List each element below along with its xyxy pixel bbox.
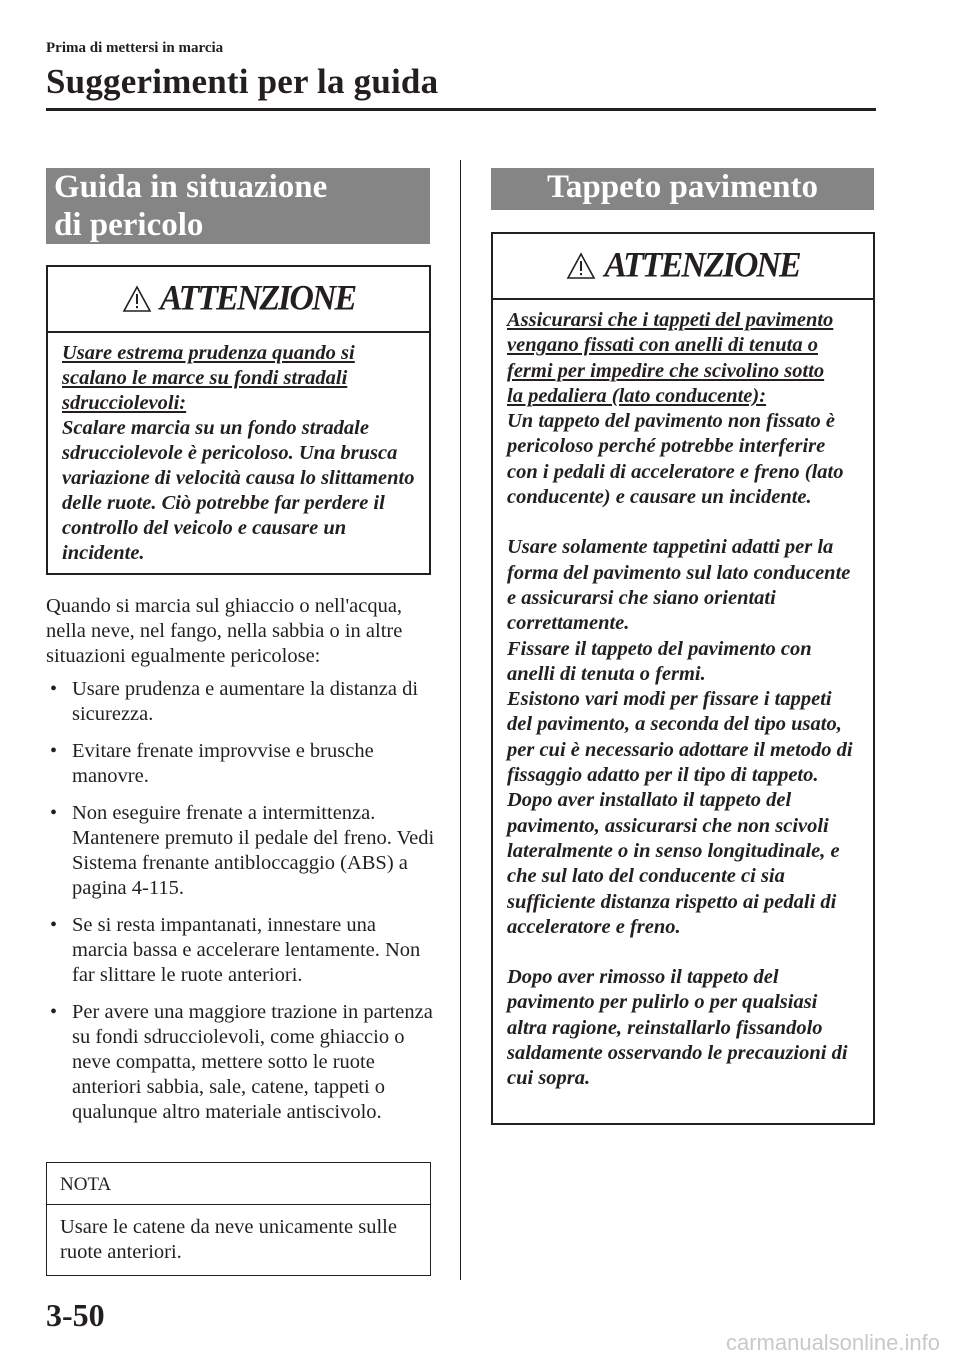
section-title-danger-text: Guida in situazione di pericolo (54, 169, 328, 243)
warning-triangle-icon (566, 252, 596, 280)
warning-body (493, 300, 873, 1092)
paragraph-spacer (507, 510, 859, 535)
warning-header (493, 234, 873, 300)
warning-lead-line: Usare estrema prudenza quando si (62, 342, 355, 364)
warning-lead-line: la pedaliera (lato conducente): (507, 384, 767, 407)
warning-box-floor-mat (491, 232, 875, 1125)
warning-paragraph: Un tappeto del pavimento non fissato è pericoloso perché potrebbe interferire con i pedali di acceleratore e freno (lato conducente) e causare un incidente. (507, 410, 844, 509)
warning-paragraph: Dopo aver installato il tappeto del pavimento, assicurarsi che non scivoli lateralmente o in senso longitudinale, e che sul lato del conducente ci sia sufficiente distanza rispetto ai pedali di acceleratore e freno. (507, 789, 840, 938)
breadcrumb: Prima di mettersi in marcia (46, 40, 224, 56)
bullet-icon: • (50, 740, 58, 762)
warning-paragraph: Usare solamente tappetini adatti per la forma del pavimento sul lato conducente e assicurarsi che siano orientati correttamente. (507, 536, 851, 635)
warning-lead-line: vengano fissati con anelli di tenuta o (507, 334, 818, 357)
warning-body (48, 333, 429, 566)
intro-paragraph: Quando si marcia sul ghiaccio o nell'acqua, nella neve, nel fango, nella sabbia o in altre situazioni egualmente pericolose: (46, 595, 403, 667)
warning-lead-line: sdrucciolevoli: (62, 392, 187, 414)
warning-label: ATTENZIONE (159, 279, 356, 318)
warning-box-slippery (46, 265, 431, 575)
tips-list (46, 677, 436, 1137)
page-number: 3-50 (46, 1297, 105, 1333)
section-title-danger (46, 168, 430, 244)
list-item (46, 677, 436, 727)
warning-paragraph: Dopo aver rimosso il tappeto del pavimento per pulirlo o per qualsiasi altra ragione, reinstallarlo fissandolo saldamente osservando le precauzioni di cui sopra. (507, 966, 848, 1090)
title-rule (46, 108, 876, 111)
list-item-text: Per avere una maggiore trazione in partenza su fondi sdrucciolevoli, come ghiaccio o neve compatta, mettere sotto le ruote anteriori sabbia, sale, catene, tappeti o qualunque altro materiale antiscivolo. (72, 1001, 433, 1123)
section-title-floor-mat: Tappeto pavimento (491, 168, 874, 210)
warning-lead-line: Assicurarsi che i tappeti del pavimento (507, 309, 834, 331)
bullet-icon: • (50, 914, 58, 936)
list-item-text: Evitare frenate improvvise e brusche manovre. (72, 740, 374, 787)
bullet-icon: • (50, 1001, 58, 1023)
note-label: NOTA (47, 1163, 430, 1205)
warning-text: Scalare marcia su un fondo stradale sdrucciolevole è pericoloso. Una brusca variazione di velocità causa lo slittamento delle ruote. Ciò potrebbe far perdere il controllo del veicolo e causare un incidente. (62, 417, 415, 564)
bullet-icon: • (50, 802, 58, 824)
list-item (46, 739, 436, 789)
list-item (46, 801, 436, 901)
warning-label: ATTENZIONE (604, 246, 800, 285)
list-item-text: Usare prudenza e aumentare la distanza di sicurezza. (72, 678, 419, 725)
warning-paragraph: Fissare il tappeto del pavimento con anelli di tenuta o fermi. (507, 637, 812, 685)
paragraph-spacer (507, 940, 859, 965)
list-item (46, 1000, 436, 1125)
warning-lead-line: scalano le marce su fondi stradali (62, 367, 348, 389)
warning-lead-line: fermi per impedire che scivolino sotto (507, 359, 825, 382)
list-item-text: Se si resta impantanati, innestare una marcia bassa e accelerare lentamente. Non far slittare le ruote anteriori. (72, 914, 421, 986)
list-item-text: Non eseguire frenate a intermittenza. Mantenere premuto il pedale del freno. Vedi Sistema frenante antibloccaggio (ABS) a pagina 4-115. (72, 802, 435, 899)
warning-header (48, 267, 429, 333)
warning-triangle-icon (122, 285, 152, 313)
column-divider (460, 160, 461, 1280)
note-text: Usare le catene da neve unicamente sulle ruote anteriori. (60, 1216, 397, 1263)
watermark: carmanualsonline.info (725, 1330, 940, 1355)
page-title: Suggerimenti per la guida (46, 62, 439, 101)
note-box (46, 1162, 431, 1276)
bullet-icon: • (50, 678, 58, 700)
warning-paragraph: Esistono vari modi per fissare i tappeti del pavimento, a seconda del tipo usato, per cui è necessario adottare il metodo di fissaggio adatto per il tipo di tappeto. (507, 688, 853, 787)
list-item (46, 913, 436, 988)
